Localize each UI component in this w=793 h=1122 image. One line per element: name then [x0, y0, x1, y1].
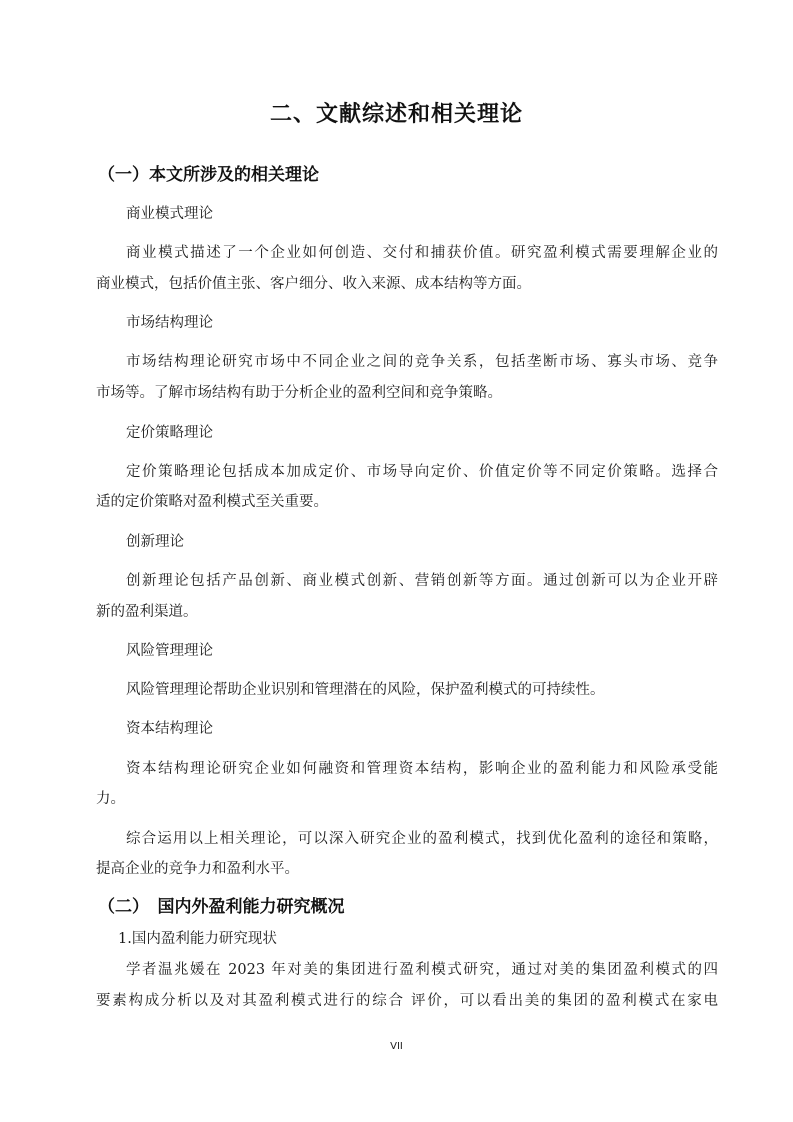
paragraph-line: 市场等。了解市场结构有助于分析企业的盈利空间和竞争策略。: [96, 385, 502, 401]
paragraph-line: 力。: [96, 791, 125, 807]
theory-name: 商业模式理论: [126, 206, 213, 222]
section-heading-theories: （一）本文所涉及的相关理论: [98, 165, 319, 185]
theory-name: 定价策略理论: [126, 425, 213, 441]
page-number: VII: [390, 1041, 403, 1052]
paragraph-line: 适的定价策略对盈利模式至关重要。: [96, 494, 328, 510]
paragraph-line: 风险管理理论帮助企业识别和管理潜在的风险，保护盈利模式的可持续性。: [126, 682, 605, 698]
summary-line: 提高企业的竞争力和盈利水平。: [96, 861, 299, 877]
theory-name: 资本结构理论: [126, 721, 213, 737]
paragraph-line: 新的盈利渠道。: [96, 604, 198, 620]
paragraph-line: 市场结构理论研究市场中不同企业之间的竞争关系，包括垄断市场、寡头市场、竞争: [126, 354, 718, 370]
chapter-title: 二、文献综述和相关理论: [269, 102, 523, 127]
paragraph-line: 学者温兆媛在 2023 年对美的集团进行盈利模式研究，通过对美的集团盈利模式的四: [126, 962, 718, 978]
paragraph-line: 商业模式描述了一个企业如何创造、交付和捕获价值。研究盈利模式需要理解企业的: [126, 245, 718, 261]
section-heading-research-overview: （二） 国内外盈利能力研究概况: [98, 897, 345, 917]
theory-name: 风险管理理论: [126, 643, 213, 659]
theory-name: 创新理论: [126, 534, 184, 550]
subsection-heading: 1.国内盈利能力研究现状: [118, 931, 277, 947]
paragraph-line: 资本结构理论研究企业如何融资和管理资本结构，影响企业的盈利能力和风险承受能: [126, 761, 718, 777]
summary-line: 综合运用以上相关理论，可以深入研究企业的盈利模式，找到优化盈利的途径和策略，: [126, 831, 718, 847]
paragraph-line: 定价策略理论包括成本加成定价、市场导向定价、价值定价等不同定价策略。选择合: [126, 464, 718, 480]
paragraph-line: 创新理论包括产品创新、商业模式创新、营销创新等方面。通过创新可以为企业开辟: [126, 573, 718, 589]
theory-name: 市场结构理论: [126, 315, 213, 331]
paragraph-line: 商业模式，包括价值主张、客户细分、收入来源、成本结构等方面。: [96, 276, 531, 292]
paragraph-line: 要素构成分析以及对其盈利模式进行的综合 评价，可以看出美的集团的盈利模式在家电: [96, 993, 718, 1009]
